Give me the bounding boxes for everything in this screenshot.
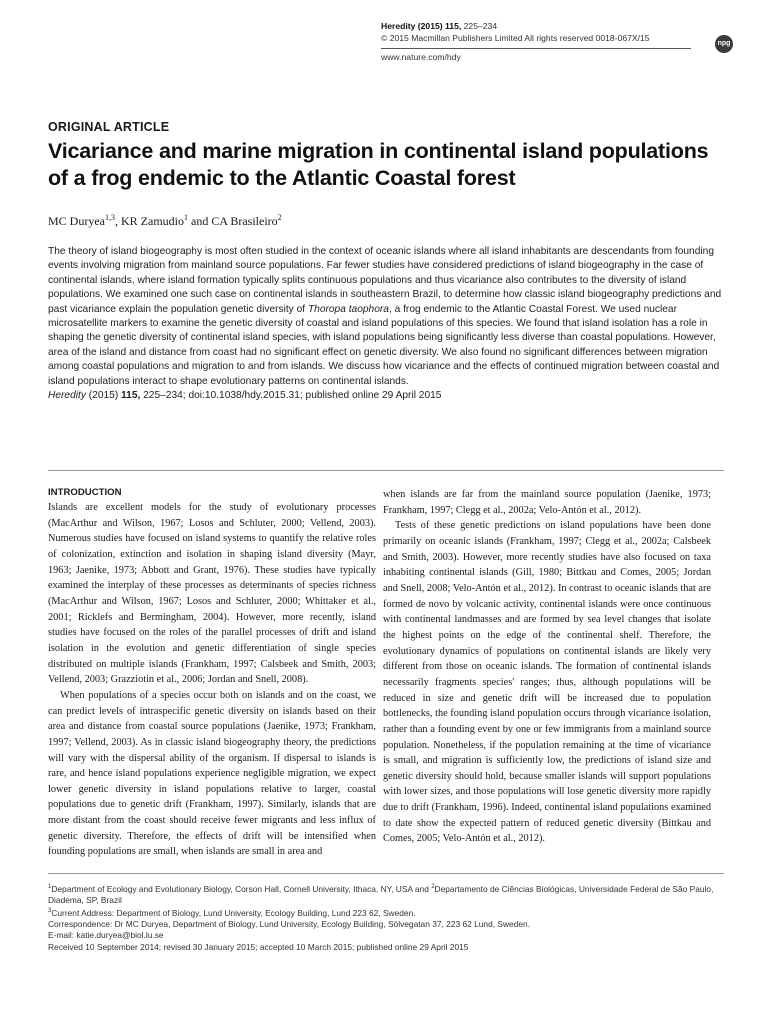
author-list: MC Duryea$^{1,3}$, KR Zamudio$^1$ and CA Brasileiro$^2$: [48, 213, 282, 228]
species-name: Thoropa taophora: [307, 303, 389, 315]
author-affiliation-marker: 1: [184, 213, 188, 222]
body-column-right: [383, 487, 711, 847]
section-heading-introduction: INTRODUCTION: [48, 487, 122, 498]
article-title: Vicariance and marine migration in continental island populations of a frog endemic to the Atlantic Coastal forest: [48, 139, 709, 190]
journal-name: Heredity (2015) 115,: [381, 21, 462, 31]
footnotes: [48, 882, 724, 953]
paragraph: Tests of these genetic predictions on island populations have been done primarily on oceanic islands (Frankham, 1997; Clegg et al., 2002a; Calsbeek and Smith, 2003). However, more recently studies have also focused on taxa inhabiting continental islands (Gill, 1980; Bittkau and Comes, 2005; Jordan and Snell, 2008; Velo-Antón et al., 2012). In contrast to oceanic islands that are formed de novo by volcanic activity, continental islands were once continuous with continental landmasses and are formed by sea level changes that isolate the highest points on the edge of the continental shelf. Therefore, the evolutionary dynamics of populations on continental islands are likely very different from those on oceanic islands. The formation of continental islands necessarily fragments species' ranges; thus, although populations will be reduced in size and genetic drift will be increased due to population bottlenecks, the founding island population occurs through vicariance isolation, rather than a founding event by one or few immigrants from a mainland source population. Nonetheless, if the population remaining at the time of vicariance is small, and migration is sufficiently low, the predictions of island size and genetic diversity should hold, because smaller islands will support populations with lower sizes, and those populations will lose genetic diversity more rapidly due to drift (Frankham, 1996). Indeed, continental island populations examined to date show the expected pattern of reduced genetic diversity (Bittkau and Comes, 2005; Velo-Antón et al., 2012).: [383, 520, 711, 845]
body-column-left: [48, 487, 376, 860]
doi-text[interactable]: 225–234; doi:10.1038/hdy.2015.31; published online 29 April 2015: [140, 390, 442, 402]
abstract-divider: [48, 470, 724, 471]
abstract-text: The theory of island biogeography is most often studied in the context of oceanic islands where all island inhabitants are descendants from founding events involving migration from mainland source populations. Far fewer studies have considered predictions of island biogeography in the case of continental islands, where island formation typically splits continuous populations and thus vicariance also contributes to the diversity of island populations. We examined one such case on continental islands in southeastern Brazil, to determine how classic island biogeography predictions and past vicariance explain the population genetic diversity of Thoropa taophora, a frog endemic to the Atlantic Coastal Forest. We used nuclear microsatellite markers to examine the genetic diversity of coastal and island populations of this species. We found that island isolation has a role in shaping the genetic diversity of continental island species, with island populations being significantly less diverse than coastal populations. However, area of the island and distance from coast had no significant effect on genetic diversity. We also found no significant differences between migration among coastal populations and migration to and from islands. We discuss how vicariance and the effects of continued migration between coastal and island populations interact to shape evolutionary patterns on continental islands.: [48, 246, 722, 387]
author-affiliation-marker: 2: [277, 213, 282, 222]
author-affiliation-marker: 1,3: [105, 213, 115, 222]
abstract: [48, 245, 724, 403]
author-name[interactable]: CA Brasileiro: [211, 214, 278, 228]
paragraph: when islands are far from the mainland source population (Jaenike, 1973; Frankham, 1997; Clegg et al., 2002a; Velo-Antón et al., 2012).: [383, 489, 711, 516]
paragraph: When populations of a species occur both on islands and on the coast, we can predict levels of intraspecific genetic diversity on islands based on their area and distance from coastal source populations (Jaenike, 1973; Frankham, 1997; Vellend, 2003). As in classic island biogeography theory, the predictions will vary with the dispersal ability of the organism. If dispersal to islands is rare, and hence island populations experience negligible migration, we expect lower genetic diversity in island populations relative to larger, coastal populations due to genetic drift (Frankham, 1997). Similarly, islands that are more distant from the coast should receive fewer migrants and less influx of genetic diversity. Therefore, the effects of drift will be intensified when founding populations are small, when islands are small in area and: [48, 689, 376, 858]
header-divider: [381, 48, 691, 49]
email-link[interactable]: E-mail: katie.duryea@biol.lu.se: [48, 930, 164, 941]
author-name[interactable]: KR Zamudio: [121, 214, 184, 228]
journal-url-link[interactable]: www.nature.com/hdy: [381, 52, 461, 62]
paragraph: Islands are excellent models for the study of evolutionary processes (MacArthur and Wilson, 1967; Losos and Schluter, 2000; Vellend, 2003). Numerous studies have focused on island systems to quantify the relative roles of colonization, extinction and isolation in shaping island diversity (Mayr, 1963; Jaenike, 1973; Abbott and Grant, 1976). These studies have typically examined the interplay of these processes as determinants of species richness (MacArthur and Wilson, 1967; Losos and Schluter, 2000; Whittaker et al., 2001; Ricklefs and Bermingham, 2004). However, more recently, island studies have focused on the roles of the parallel processes of drift and island isolation in the evolution and genetic differentiation of single species distributed on multiple islands (Frankham, 1997; Calsbeek and Smith, 2003; Vellend, 2003; Grazziotin et al., 2006; Jordan and Snell, 2008).: [48, 502, 376, 686]
affiliation-note: $^1$Department of Ecology and Evolutionary Biology, Corson Hall, Cornell University, Ithaca, NY, USA and $^2$Departamento de Ciências Biológicas, Universidade Federal de São Paulo, Diadema, SP, Brazil: [48, 883, 714, 905]
author-name[interactable]: MC Duryea: [48, 214, 105, 228]
npg-logo-icon: npg: [715, 35, 733, 53]
journal-pages: 225–234: [461, 21, 498, 31]
current-address-note: $^3$Current Address: Department of Biology, Lund University, Ecology Building, Lund 223 62, Sweden.: [48, 908, 416, 918]
footnote-divider: [48, 873, 724, 874]
copyright-line: © 2015 Macmillan Publishers Limited All rights reserved 0018-067X/15: [381, 33, 650, 43]
journal-header: [381, 20, 711, 44]
article-type-label: ORIGINAL ARTICLE: [48, 120, 170, 134]
correspondence-note: Correspondence: Dr MC Duryea, Department of Biology, Lund University, Ecology Building, Sölvegatan 37, 223 62 Lund, Sweden.: [48, 919, 530, 930]
dates-note: Received 10 September 2014; revised 30 January 2015; accepted 10 March 2015; published online 29 April 2015: [48, 941, 469, 952]
citation-line: Heredity (2015) 115, 225–234; doi:10.1038/hdy.2015.31; published online 29 April 2015: [48, 390, 442, 402]
